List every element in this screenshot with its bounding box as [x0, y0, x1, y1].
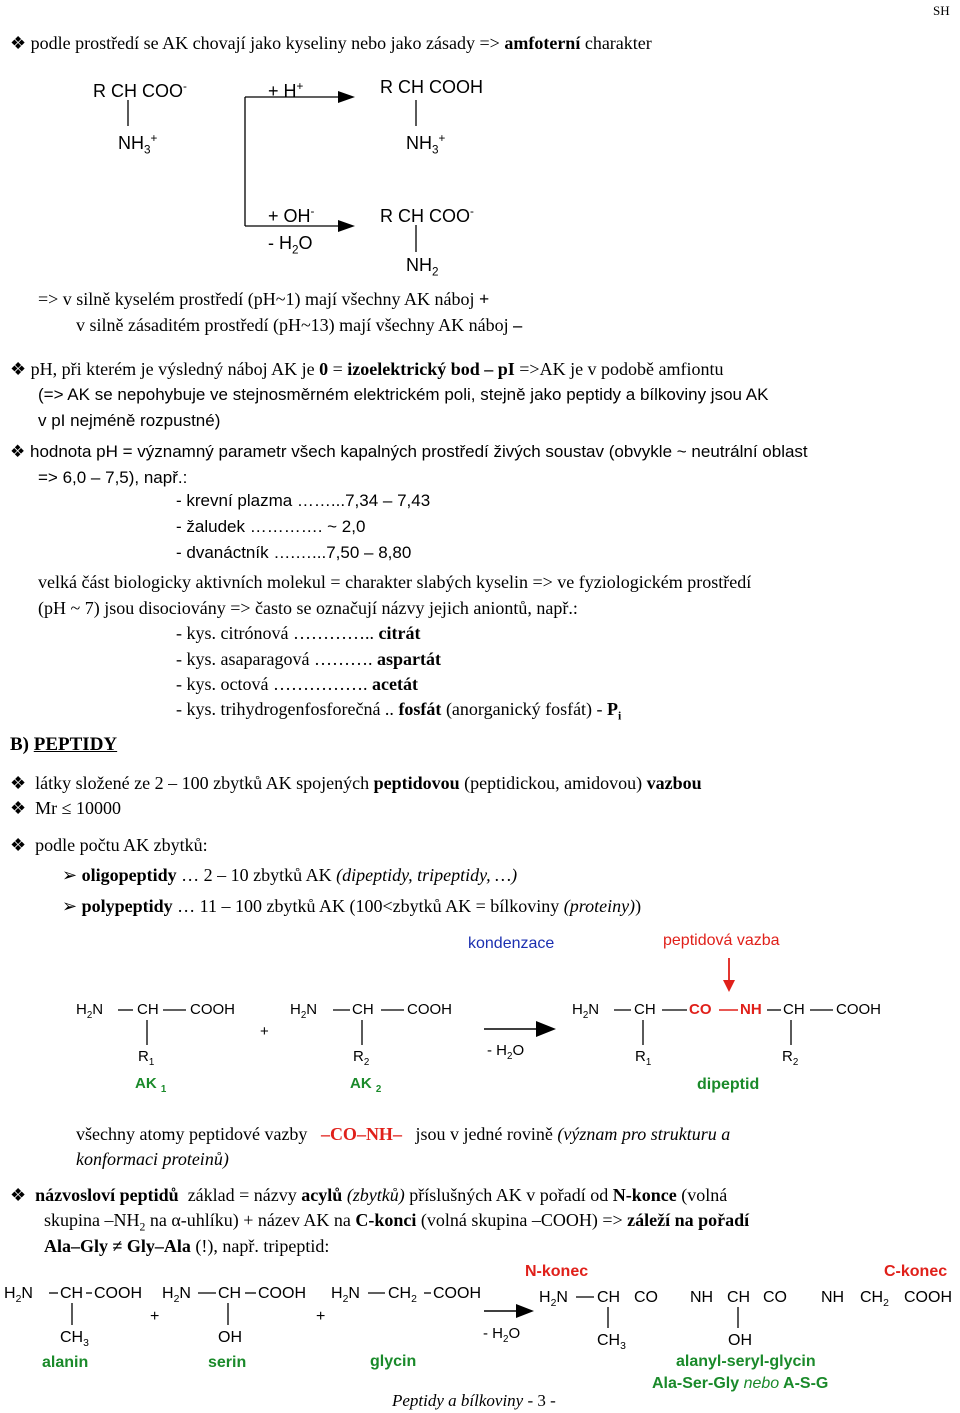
peptide-bond-label: peptidová vazba — [663, 932, 780, 949]
aa1-r: $R_1$ — [138, 1048, 155, 1068]
anion2-nh2: $NH_2$ — [406, 255, 439, 279]
bullet-line-count: ❖ podle počtu AK zbytků: — [10, 835, 208, 855]
anion-nh3: $NH_3^+$ — [118, 132, 158, 157]
molecules-line2: (pH ~ 7) jsou disociovány => často se označují názvy jejich aniontů, např.: — [38, 598, 578, 618]
product-co1: CO — [634, 1289, 658, 1306]
product-ch2-gly: $CH_2$ — [860, 1289, 889, 1310]
anion-row-acetate: - kys. octová ……………. acetát — [176, 674, 418, 694]
plus-h-label: + H+ — [268, 80, 304, 101]
amphoteric-tail: charakter — [584, 33, 652, 53]
aa2-ch: CH — [352, 1001, 374, 1018]
aa2-cooh: COOH — [407, 1001, 452, 1018]
bullet-line-mr: ❖ Mr ≤ 10000 — [10, 798, 122, 818]
bullet-line-peptide-def: ❖ látky složené ze 2 – 100 zbytků AK spojených peptidovou (peptidickou, amidovou) vazbou — [10, 773, 702, 793]
product-abbreviation: Ala-Ser-Gly nebo A-S-G — [652, 1375, 829, 1392]
ak1-label: AK $_1$ — [135, 1075, 167, 1095]
ph-item-stomach: - žaludek …………. ~ 2,0 — [176, 517, 366, 536]
product-h2n: $H_2N$ — [539, 1289, 568, 1310]
amphoteric-bold: amfoterní — [504, 33, 581, 53]
ph-item-plasma: - krevní plazma ……...7,34 – 7,43 — [176, 491, 431, 510]
section-heading: B) PEPTIDY — [10, 734, 118, 755]
bullet-icon: ❖ — [10, 798, 27, 818]
bullet-line-ph: ❖ hodnota pH = významný parametr všech kapalných prostředí živých soustav (obvykle ~ neutrální oblast — [10, 442, 808, 461]
bullet-icon: ❖ — [10, 442, 26, 461]
cation-formula: R CH COOH — [380, 77, 483, 97]
ala-h2n: $H_2N$ — [4, 1285, 33, 1306]
bullet-icon: ❖ — [10, 835, 27, 855]
strong-base-line: v silně zásaditém prostředí (pH~13) mají všechny AK náboj – — [76, 315, 523, 335]
gly-h2n: $H_2N$ — [331, 1285, 360, 1306]
bullet-line-pi: ❖ pH, při kterém je výsledný náboj AK je 0 = izoelektrický bod – pI =>AK je v podobě amfiontu — [10, 359, 724, 379]
corner-mark: SH — [933, 3, 950, 18]
page-footer: Peptidy a bílkoviny - 3 - — [392, 1391, 556, 1410]
naming-line1: ❖ názvosloví peptidů základ = názvy acylů (zbytků) příslušných AK v pořadí od N-konce (volná — [10, 1185, 728, 1205]
minus-h2o-label: - $H_2O$ — [268, 233, 313, 257]
gly-ch2: $CH_2$ — [388, 1285, 417, 1306]
ser-ch: CH — [218, 1285, 242, 1302]
dp-co: CO — [689, 1001, 712, 1018]
n-terminus-label: N-konec — [525, 1263, 589, 1280]
pi-line3: v pI nejméně rozpustné) — [38, 411, 221, 430]
dp-nh: NH — [740, 1001, 762, 1018]
product-name: alanyl-seryl-glycin — [676, 1353, 816, 1370]
serin-label: serin — [208, 1354, 247, 1371]
product-nh1: NH — [690, 1289, 714, 1306]
ak2-label: AK $_2$ — [350, 1075, 382, 1095]
product-oh: OH — [728, 1332, 752, 1349]
plus-oh-label: + OH- — [268, 205, 315, 226]
ph-item-duodenum: - dvanáctník ….…...7,50 – 8,80 — [176, 543, 412, 562]
oligopeptide-line: ➢ oligopeptidy … 2 – 10 zbytků AK (dipeptidy, tripeptidy, …) — [62, 865, 518, 885]
minus-h2o: - $H_2O$ — [483, 1325, 521, 1345]
aa1-ch: CH — [137, 1001, 159, 1018]
ser-h2n: $H_2N$ — [162, 1285, 191, 1306]
dp-ch2: CH — [783, 1001, 805, 1018]
ala-ch: CH — [60, 1285, 84, 1302]
ala-ch3: $CH_3$ — [60, 1329, 89, 1350]
kondenzace-label: kondenzace — [468, 935, 555, 952]
dp-r2: $R_2$ — [782, 1048, 799, 1068]
naming-line3: Ala–Gly ≠ Gly–Ala (!), např. tripeptid: — [44, 1236, 330, 1256]
plane-line2: konformaci proteinů) — [76, 1149, 229, 1169]
plane-line1: všechny atomy peptidové vazby –CO–NH– jsou v jedné rovině (význam pro strukturu a — [76, 1124, 731, 1144]
bullet-icon: ❖ — [10, 1185, 27, 1205]
anion-row-aspartate: - kys. asaparagová ………. aspartát — [176, 649, 441, 669]
dp-r1: $R_1$ — [635, 1048, 652, 1068]
aa2-formula: $H_2N$ — [290, 1001, 318, 1021]
anion2-formula: R CH COO- — [380, 205, 474, 226]
product-cooh: COOH — [904, 1289, 952, 1306]
anion-formula: R CH COO- — [93, 80, 187, 101]
glycin-label: glycin — [370, 1353, 417, 1370]
aa1-cooh: COOH — [190, 1001, 235, 1018]
gly-cooh: COOH — [433, 1285, 481, 1302]
pi-line2: (=> AK se nepohybuje ve stejnosměrném elektrickém poli, stejně jako peptidy a bílkoviny jsou AK — [38, 385, 769, 404]
amphoteric-text: podle prostředí se AK chovají jako kyseliny nebo jako zásady => — [30, 33, 500, 53]
bullet-icon: ❖ — [10, 773, 27, 793]
dp-ch1: CH — [634, 1001, 656, 1018]
minus-h2o: - $H_2O$ — [487, 1042, 525, 1062]
aa1-formula: $H_2N$ — [76, 1001, 104, 1021]
aa2-r: $R_2$ — [353, 1048, 370, 1068]
product-co2: CO — [763, 1289, 787, 1306]
bullet-icon: ❖ — [10, 33, 27, 53]
anion-row-phosphate: - kys. trihydrogenfosforečná .. fosfát (anorganický fosfát) - $P_i$ — [176, 699, 622, 723]
ala-cooh: COOH — [94, 1285, 142, 1302]
product-ch2: CH — [727, 1289, 751, 1306]
anion-row-citrate: - kys. citrónová ………….. citrát — [176, 623, 421, 643]
dp-cooh: COOH — [836, 1001, 881, 1018]
molecules-line1: velká část biologicky aktivních molekul = charakter slabých kyselin => ve fyziologickém prostředí — [38, 572, 752, 592]
dp-h2n: $H_2N$ — [572, 1001, 600, 1021]
naming-line2: skupina $-NH_2$ na α-uhlíku) + název AK na C-konci (volná skupina –COOH) => záleží na pořadí — [44, 1210, 750, 1234]
strong-acid-line: => v silně kyselém prostředí (pH~1) mají všechny AK náboj + — [38, 289, 490, 309]
product-ch3: $CH_3$ — [597, 1332, 626, 1353]
ph-line2: => 6,0 – 7,5), např.: — [38, 468, 188, 487]
ser-cooh: COOH — [258, 1285, 306, 1302]
plus-sign: + — [316, 1308, 326, 1325]
c-terminus-label: C-konec — [884, 1263, 948, 1280]
ser-oh: OH — [218, 1329, 242, 1346]
bullet-icon: ❖ — [10, 359, 27, 379]
arrow-bullet-icon: ➢ — [62, 865, 78, 885]
product-ch1: CH — [597, 1289, 621, 1306]
cation-nh3: $NH_3^+$ — [406, 132, 446, 157]
plus-sign: + — [260, 1023, 269, 1040]
plus-sign: + — [150, 1308, 160, 1325]
alanin-label: alanin — [42, 1354, 89, 1371]
product-nh2: NH — [821, 1289, 845, 1306]
arrow-bullet-icon: ➢ — [62, 896, 78, 916]
polypeptide-line: ➢ polypeptidy … 11 – 100 zbytků AK (100<zbytků AK = bílkoviny (proteiny)) — [62, 896, 642, 916]
dipeptide-label: dipeptid — [697, 1076, 760, 1093]
